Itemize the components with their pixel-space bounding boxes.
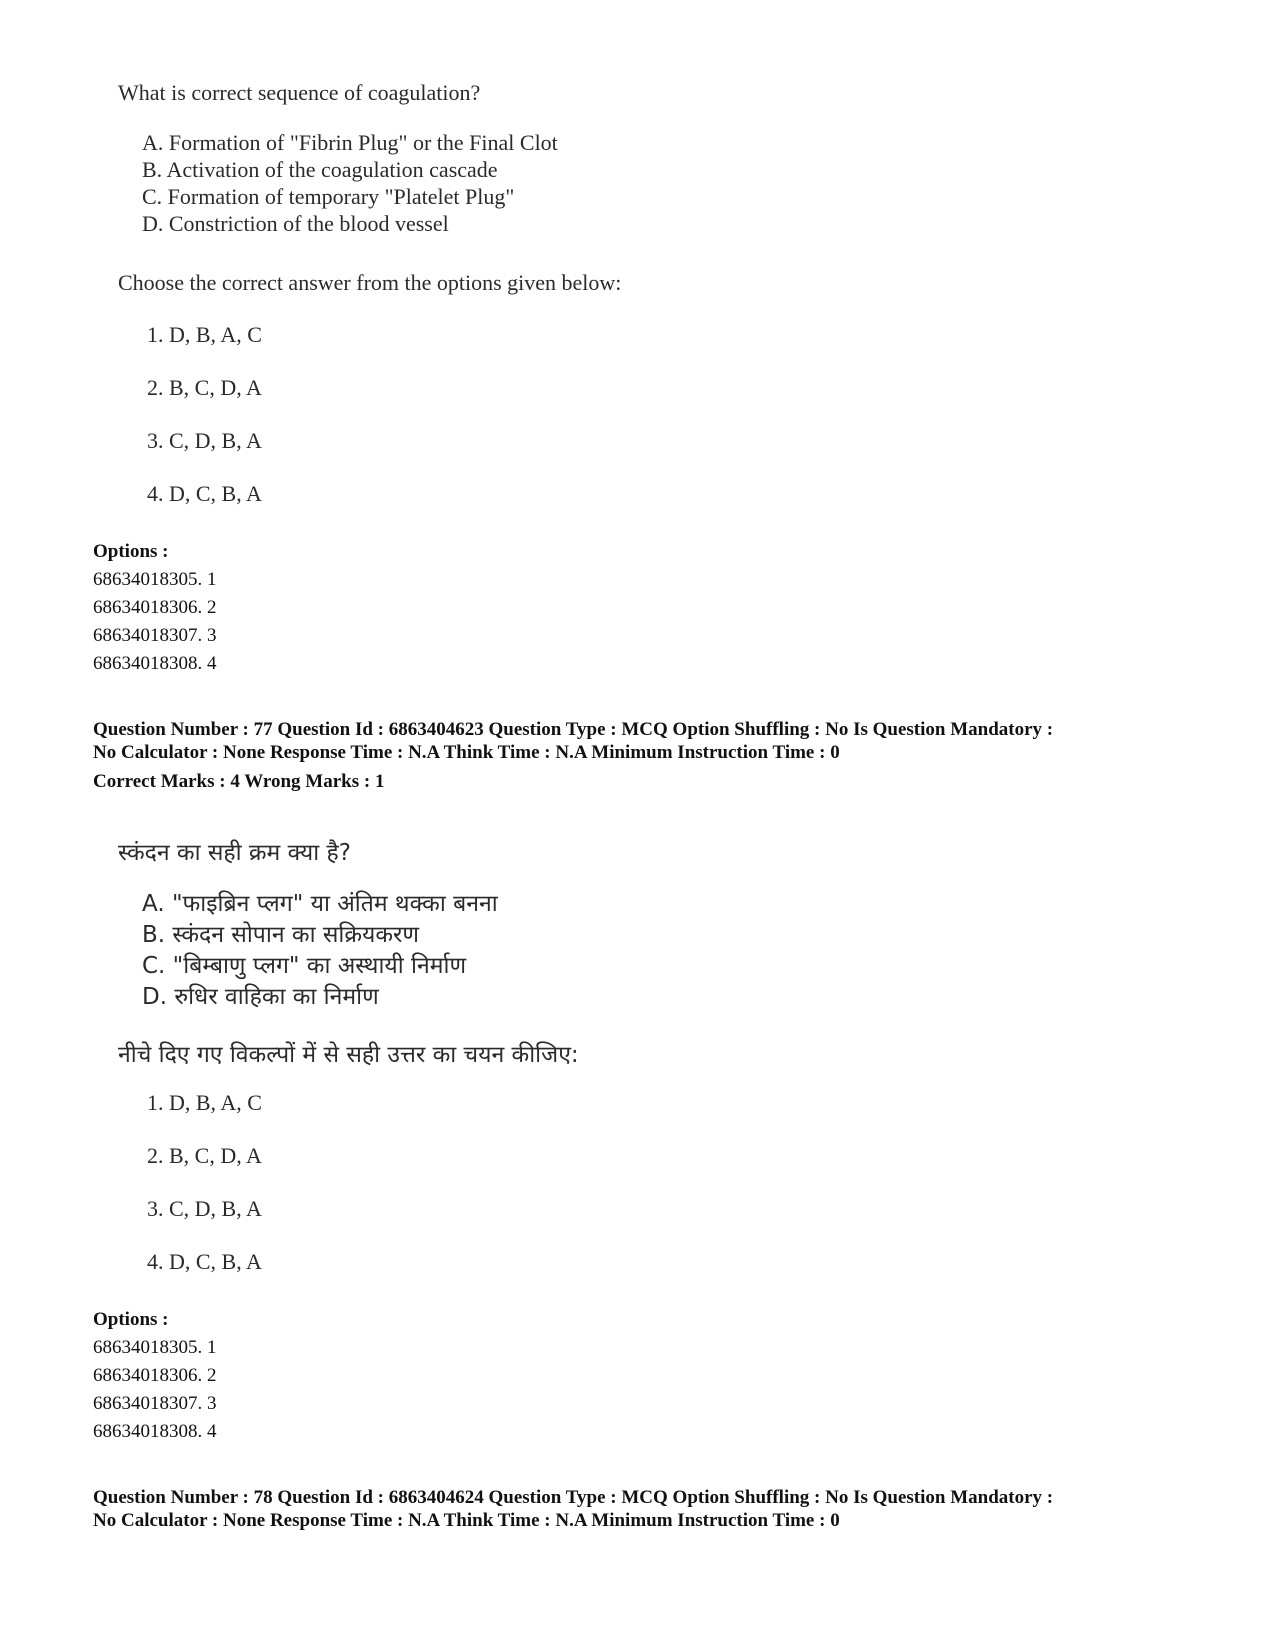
option-item: 68634018307. 3 — [93, 625, 217, 646]
statement-c-en: C. Formation of temporary "Platelet Plug" — [142, 184, 515, 209]
question-stem-hi: स्कंदन का सही क्रम क्या है? — [118, 840, 351, 866]
statement-a-en: A. Formation of "Fibrin Plug" or the Final Clot — [142, 130, 558, 155]
statement-b-hi: B. स्कंदन सोपान का सक्रियकरण — [142, 922, 420, 948]
statement-d-en: D. Constriction of the blood vessel — [142, 211, 449, 236]
statement-b-en: B. Activation of the coagulation cascade — [142, 157, 498, 182]
options-heading: Options : — [93, 541, 169, 562]
question-meta-line: Question Number : 78 Question Id : 6863404624 Question Type : MCQ Option Shuffling : No Is Question Mandatory : — [93, 1487, 1054, 1508]
option-item: 68634018306. 2 — [93, 597, 217, 618]
answer-choice-4-en: 4. D, C, B, A — [147, 481, 262, 506]
answer-choice-1-hi: 1. D, B, A, C — [147, 1090, 262, 1115]
option-item: 68634018307. 3 — [93, 1393, 217, 1414]
question-meta-line: No Calculator : None Response Time : N.A Think Time : N.A Minimum Instruction Time : 0 — [93, 742, 840, 763]
answer-choice-2-hi: 2. B, C, D, A — [147, 1143, 262, 1168]
options-heading: Options : — [93, 1309, 169, 1330]
statement-c-hi: C. "बिम्बाणु प्लग" का अस्थायी निर्माण — [142, 953, 467, 979]
answer-choice-4-hi: 4. D, C, B, A — [147, 1249, 262, 1274]
statement-d-hi: D. रुधिर वाहिका का निर्माण — [142, 984, 379, 1010]
question-stem-en: What is correct sequence of coagulation? — [118, 80, 481, 105]
choose-instruction-en: Choose the correct answer from the options given below: — [118, 270, 622, 295]
answer-choice-3-en: 3. C, D, B, A — [147, 428, 262, 453]
question-meta-line: Question Number : 77 Question Id : 6863404623 Question Type : MCQ Option Shuffling : No Is Question Mandatory : — [93, 719, 1054, 740]
option-item: 68634018306. 2 — [93, 1365, 217, 1386]
option-item: 68634018308. 4 — [93, 653, 217, 674]
answer-choice-1-en: 1. D, B, A, C — [147, 322, 262, 347]
option-item: 68634018305. 1 — [93, 569, 217, 590]
question-meta-line: No Calculator : None Response Time : N.A Think Time : N.A Minimum Instruction Time : 0 — [93, 1510, 840, 1531]
marks-line: Correct Marks : 4 Wrong Marks : 1 — [93, 771, 385, 792]
choose-instruction-hi: नीचे दिए गए विकल्पों में से सही उत्तर का चयन कीजिए: — [118, 1042, 579, 1068]
option-item: 68634018305. 1 — [93, 1337, 217, 1358]
statement-a-hi: A. "फाइब्रिन प्लग" या अंतिम थक्का बनना — [142, 891, 498, 917]
option-item: 68634018308. 4 — [93, 1421, 217, 1442]
answer-choice-3-hi: 3. C, D, B, A — [147, 1196, 262, 1221]
answer-choice-2-en: 2. B, C, D, A — [147, 375, 262, 400]
